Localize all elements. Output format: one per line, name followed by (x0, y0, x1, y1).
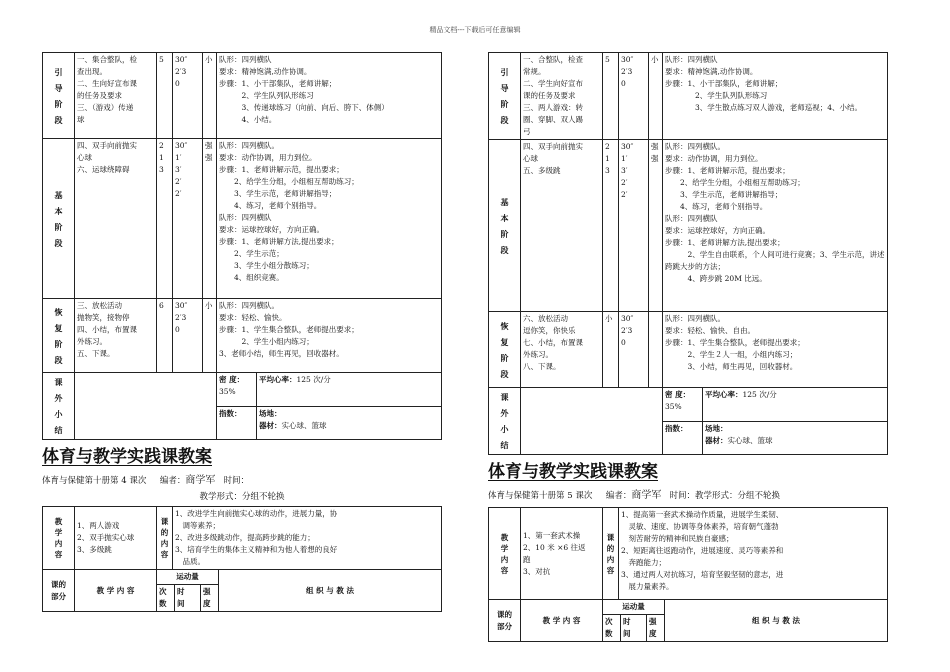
intensity-header: 强 度 (201, 585, 219, 612)
count-header: 次 数 (157, 585, 175, 612)
intensity-cell: 强 强 (203, 139, 217, 299)
lesson-table (42, 52, 442, 373)
method-cell: 队形：四列横队 要求：精神饱满,动作协调。 步骤：1、小干部集队，老师讲解； 2、学生队列队形练习 3、传递球练习（向前、向后、胯下、体侧） 4、小结。 (217, 53, 442, 139)
time-cell: 30″ 2′3 0 (173, 299, 203, 373)
summary-table (42, 372, 442, 440)
stage-label: 恢 复 阶 段 (43, 299, 75, 373)
heart-rate-cell: 平均心率：125 次/分 (703, 388, 888, 422)
teaching-form: 教学形式：分组不轮换 (199, 492, 285, 502)
count-cell: 小 (603, 312, 619, 388)
intensity-header: 强 度 (647, 615, 665, 642)
intensity-cell: 小 (203, 53, 217, 139)
page-title: 体育与教学实践课教案 (42, 447, 212, 467)
content-cell: 一、合整队，检查 常规。 二、学生向好宣布 课的任务及要求 三、两人游戏：转 圈、穿脚、双人踢 弓 (521, 53, 603, 140)
index-cell: 指数： (663, 421, 703, 455)
count-cell: 5 (157, 53, 173, 139)
table-row (43, 373, 442, 407)
table-row (489, 140, 888, 312)
content-cell: 六、放松活动 逗你笑，你快乐 七、小结，布置课 外练习。 八、下课。 (521, 312, 603, 388)
time-cell: 30″ 2′3 0 (173, 53, 203, 139)
plan-goals: 1、改进学生向前抛实心球的动作，进展力量，协 调等素养； 2、改进多级跳动作，提高跨步跳的能力； 3、培育学生的集体主义精神和为他人着想的良好 品质。 (173, 507, 442, 570)
part-header: 课的 部分 (489, 600, 521, 642)
content-cell: 一、集合整队，检 查出现。 二、生向好宣布课 的任务及要求 三、（游戏）传递 球 (75, 53, 157, 139)
venue-cell: 场地： 器材：实心球、篮球 (257, 406, 442, 440)
lesson-table (488, 52, 888, 388)
table-row (489, 600, 888, 615)
plan-table (42, 506, 442, 570)
time-cell: 30″ 2′3 0 (619, 53, 649, 140)
stage-label: 恢 复 阶 段 (489, 312, 521, 388)
method-cell: 队形：四列横队。 要求：轻松、愉快、自由。 步骤：1、学生集合整队，老师提出要求； 2、学生２人一组，小组内练习； 3、小结，师生再见，回收器材。 (663, 312, 888, 388)
table-row (489, 508, 888, 600)
stage-label: 基 本 阶 段 (489, 140, 521, 312)
intensity-cell (649, 312, 663, 388)
stage-label: 课 外 小 结 (43, 373, 75, 440)
right-page (488, 52, 888, 642)
stage-label: 基 本 阶 段 (43, 139, 75, 299)
method-cell: 队形：四列横队。 要求：轻松、愉快。 步骤：1、学生集合整队，老师提出要求； 2、学生小组内练习； 3、老师小结，师生再见，回收器材。 (217, 299, 442, 373)
content-cell: 三、放松活动 抛物笑，接物停 四、小结，布置课 外练习。 五、下课。 (75, 299, 157, 373)
stage-label: 课 外 小 结 (489, 388, 521, 455)
index-cell: 指数： (217, 406, 257, 440)
intensity-cell: 小 (649, 53, 663, 140)
content-cell: 四、双手向前抛实 心球 五、多级跳 (521, 140, 603, 312)
content-header: 教 学 内 容 (521, 600, 603, 642)
goal-label: 课 的 内 容 (603, 508, 619, 600)
content-label: 教 学 内 容 (43, 507, 75, 570)
density-cell: 密 度： 35% (217, 373, 257, 407)
content-cell: 四、双手向前抛实 心球 六、运球绕障碍 (75, 139, 157, 299)
method-cell: 队形：四列横队。 要求：动作协调，用力到位。 步骤：1、老师讲解示范，提出要求； 2、给学生分组，小组相互帮助练习； 3、学生示范，老师讲解指导； 4、练习，老师个别指导。 队形：四列横队 要求：运球控球好，方向正确。 步骤：1、老师讲解方法,提出要求； 2、学生自由联系，个人间可进行竞赛；3、学生示范，讲述跨跳大步的方法； 4、跨步跳 20M 比远。 (663, 140, 888, 312)
time-cell: 30″ 2′3 0 (619, 312, 649, 388)
header-note: 精品文档---下载后可任意编辑 (429, 26, 521, 34)
stage-label: 引 导 阶 段 (43, 53, 75, 139)
plan-table (488, 507, 888, 600)
goal-label: 课 的 内 容 (157, 507, 173, 570)
table-row (489, 53, 888, 140)
table-row (43, 53, 442, 139)
left-page (42, 52, 442, 612)
plan-content: 1、两人游戏 2、双手抛实心球 3、多级跳 (75, 507, 157, 570)
table-row (43, 507, 442, 570)
density-cell: 密 度： 35% (663, 388, 703, 422)
blank-cell (75, 373, 217, 440)
method-cell: 队形：四列横队。 要求：动作协调，用力到位。 步骤：1、老师讲解示范，提出要求； 2、给学生分组，小组相互帮助练习； 3、学生示范，老师讲解指导； 4、练习，老师个别指导。 队形：四列横队 要求：运球控球好，方向正确。 步骤：1、老师讲解方法,提出要求； 2、学生示范； 3、学生小组分散练习； 4、组织竞赛。 (217, 139, 442, 299)
content-label: 教 学 内 容 (489, 508, 521, 600)
table-row (43, 570, 442, 585)
method-cell: 队形：四列横队 要求：精神饱满,动作协调。 步骤：1、小干部集队，老师讲解； 2、学生队列队形练习 3、学生散点练习双人游戏，老师巡视；4、小结。 (663, 53, 888, 140)
page-title: 体育与教学实践课教案 (488, 462, 658, 482)
intensity-cell: 小 (203, 299, 217, 373)
plan-content: 1、第一套武术操 2、10 米 ×6 往返 跑 3、对抗 (521, 508, 603, 600)
summary-table (488, 387, 888, 455)
method-header: 组 织 与 教 法 (219, 570, 442, 612)
count-cell: 6 (157, 299, 173, 373)
table-row (43, 139, 442, 299)
time-cell: 30″ 1′ 3′ 2′ 2′ (619, 140, 649, 312)
table-row (489, 312, 888, 388)
method-header: 组 织 与 教 法 (665, 600, 888, 642)
time-header: 时 间 (175, 585, 201, 612)
time-header: 时 间 (621, 615, 647, 642)
count-cell: 2 1 3 (603, 140, 619, 312)
load-header: 运动量 (603, 600, 665, 615)
venue-cell: 场地： 器材：实心球、篮球 (703, 421, 888, 455)
plan-goals: 1、提高第一套武术操动作质量，进展学生柔韧、 灵敏、速度、协调等身体素养，培育朝气蓬勃 刻苦耐劳的精神和民族自豪感； 2、短距离往返跑动作，进展速度、灵巧等素养和 奔跑能力； 3、通过两人对抗练习，培育坚毅坚韧的意志，进 展力量素养。 (619, 508, 888, 600)
column-header-table (42, 569, 442, 612)
count-cell: 2 1 3 (157, 139, 173, 299)
lesson-meta: 体育与保健第十册第 5 课次 编者：商学军 时间：教学形式：分组不轮换 (488, 490, 780, 501)
table-row (489, 388, 888, 422)
column-header-table (488, 599, 888, 642)
time-cell: 30″ 1′ 3′ 2′ 2′ (173, 139, 203, 299)
intensity-cell: 强 强 (649, 140, 663, 312)
blank-cell (521, 388, 663, 455)
table-row (43, 299, 442, 373)
lesson-meta: 体育与保健第十册第 4 课次 编者：商学军 时间： (42, 475, 249, 486)
load-header: 运动量 (157, 570, 219, 585)
content-header: 教 学 内 容 (75, 570, 157, 612)
part-header: 课的 部分 (43, 570, 75, 612)
stage-label: 引 导 阶 段 (489, 53, 521, 140)
count-header: 次 数 (603, 615, 621, 642)
count-cell: 5 (603, 53, 619, 140)
heart-rate-cell: 平均心率：125 次/分 (257, 373, 442, 407)
